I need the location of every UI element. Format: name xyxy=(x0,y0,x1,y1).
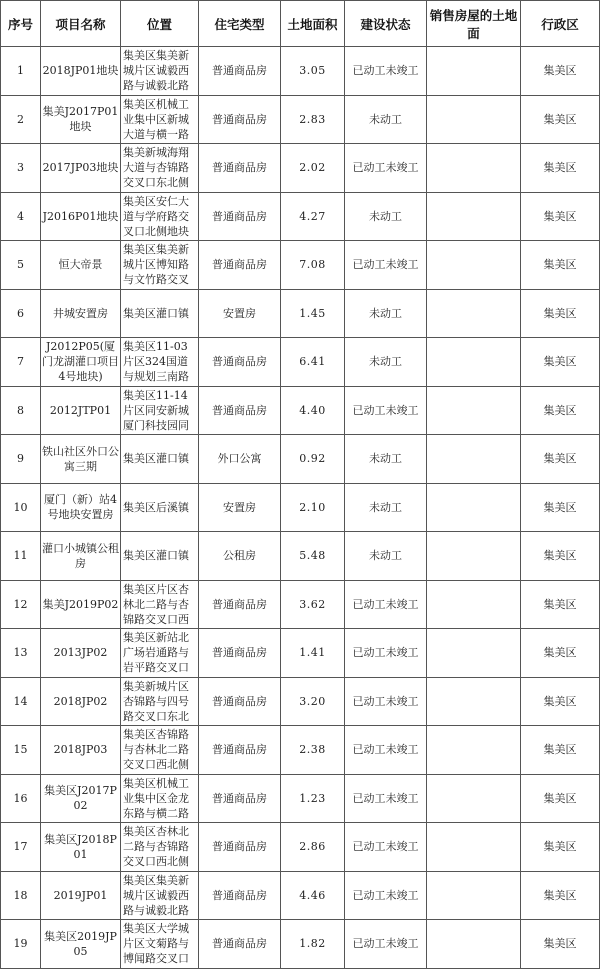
cell-no: 5 xyxy=(1,241,41,290)
cell-location: 集美区集美新城片区诚毅西路与诚毅北路 xyxy=(121,871,199,920)
header-location: 位置 xyxy=(121,1,199,47)
cell-housing-type: 普通商品房 xyxy=(199,629,281,678)
table-row xyxy=(1,774,600,823)
cell-project-name: 集美区J2018P01 xyxy=(41,823,121,872)
cell-location: 集美区灌口镇 xyxy=(121,532,199,581)
cell-project-name: 2013JP02 xyxy=(41,629,121,678)
cell-land-area: 2.83 xyxy=(281,95,345,144)
cell-project-name: 2019JP01 xyxy=(41,871,121,920)
cell-construction-status: 已动工未竣工 xyxy=(345,677,427,726)
cell-housing-type: 普通商品房 xyxy=(199,774,281,823)
cell-project-name: 铁山社区外口公寓三期 xyxy=(41,435,121,484)
cell-land-area: 3.20 xyxy=(281,677,345,726)
cell-construction-status: 已动工未竣工 xyxy=(345,241,427,290)
cell-project-name: 恒大帝景 xyxy=(41,241,121,290)
cell-construction-status: 已动工未竣工 xyxy=(345,580,427,629)
cell-district: 集美区 xyxy=(521,95,600,144)
table-row xyxy=(1,289,600,338)
cell-no: 15 xyxy=(1,726,41,775)
cell-sale-land-area xyxy=(427,435,521,484)
cell-land-area: 4.46 xyxy=(281,871,345,920)
cell-construction-status: 已动工未竣工 xyxy=(345,386,427,435)
cell-project-name: 集美区2019JP05 xyxy=(41,920,121,969)
cell-housing-type: 普通商品房 xyxy=(199,823,281,872)
cell-district: 集美区 xyxy=(521,677,600,726)
cell-no: 16 xyxy=(1,774,41,823)
table-row xyxy=(1,483,600,532)
cell-housing-type: 安置房 xyxy=(199,483,281,532)
cell-location: 集美区新站北广场岩通路与岩平路交叉口 xyxy=(121,629,199,678)
cell-construction-status: 已动工未竣工 xyxy=(345,871,427,920)
cell-construction-status: 已动工未竣工 xyxy=(345,726,427,775)
cell-project-name: 集美区J2017P02 xyxy=(41,774,121,823)
cell-district: 集美区 xyxy=(521,580,600,629)
cell-district: 集美区 xyxy=(521,386,600,435)
cell-sale-land-area xyxy=(427,386,521,435)
cell-project-name: 集美J2019P02 xyxy=(41,580,121,629)
cell-project-name: 2018JP02 xyxy=(41,677,121,726)
table-row xyxy=(1,144,600,193)
table-row xyxy=(1,338,600,387)
cell-location: 集美区机械工业集中区金龙东路与横二路 xyxy=(121,774,199,823)
header-no: 序号 xyxy=(1,1,41,47)
cell-land-area: 1.45 xyxy=(281,289,345,338)
cell-district: 集美区 xyxy=(521,144,600,193)
cell-land-area: 2.38 xyxy=(281,726,345,775)
cell-no: 3 xyxy=(1,144,41,193)
cell-project-name: J2012P05(厦门龙湖灌口项目4号地块) xyxy=(41,338,121,387)
cell-location: 集美新城海翔大道与杏锦路交叉口东北侧 xyxy=(121,144,199,193)
table-header xyxy=(1,1,600,47)
header-housing-type: 住宅类型 xyxy=(199,1,281,47)
cell-district: 集美区 xyxy=(521,871,600,920)
cell-no: 2 xyxy=(1,95,41,144)
cell-housing-type: 普通商品房 xyxy=(199,192,281,241)
table-row xyxy=(1,871,600,920)
cell-location: 集美区大学城片区文菊路与博闻路交叉口 xyxy=(121,920,199,969)
cell-construction-status: 已动工未竣工 xyxy=(345,144,427,193)
cell-housing-type: 普通商品房 xyxy=(199,95,281,144)
cell-project-name: 集美J2017P01地块 xyxy=(41,95,121,144)
cell-sale-land-area xyxy=(427,289,521,338)
cell-no: 6 xyxy=(1,289,41,338)
cell-sale-land-area xyxy=(427,192,521,241)
cell-construction-status: 已动工未竣工 xyxy=(345,920,427,969)
cell-sale-land-area xyxy=(427,629,521,678)
cell-project-name: 2018JP03 xyxy=(41,726,121,775)
cell-project-name: J2016P01地块 xyxy=(41,192,121,241)
cell-district: 集美区 xyxy=(521,920,600,969)
cell-district: 集美区 xyxy=(521,774,600,823)
cell-district: 集美区 xyxy=(521,192,600,241)
cell-sale-land-area xyxy=(427,920,521,969)
cell-sale-land-area xyxy=(427,774,521,823)
cell-land-area: 2.86 xyxy=(281,823,345,872)
cell-land-area: 1.41 xyxy=(281,629,345,678)
cell-no: 12 xyxy=(1,580,41,629)
cell-location: 集美区集美新城片区博知路与文竹路交叉 xyxy=(121,241,199,290)
cell-housing-type: 普通商品房 xyxy=(199,871,281,920)
cell-location: 集美区片区杏林北二路与杏锦路交叉口西 xyxy=(121,580,199,629)
cell-land-area: 3.05 xyxy=(281,47,345,96)
cell-district: 集美区 xyxy=(521,47,600,96)
cell-project-name: 井城安置房 xyxy=(41,289,121,338)
header-land-area: 土地面积 xyxy=(281,1,345,47)
cell-sale-land-area xyxy=(427,823,521,872)
cell-land-area: 1.23 xyxy=(281,774,345,823)
cell-no: 8 xyxy=(1,386,41,435)
cell-land-area: 7.08 xyxy=(281,241,345,290)
cell-location: 集美区灌口镇 xyxy=(121,289,199,338)
cell-sale-land-area xyxy=(427,677,521,726)
cell-location: 集美区安仁大道与学府路交叉口北侧地块 xyxy=(121,192,199,241)
table-row xyxy=(1,823,600,872)
cell-no: 4 xyxy=(1,192,41,241)
cell-no: 1 xyxy=(1,47,41,96)
cell-construction-status: 未动工 xyxy=(345,192,427,241)
cell-construction-status: 未动工 xyxy=(345,532,427,581)
cell-construction-status: 未动工 xyxy=(345,95,427,144)
cell-housing-type: 普通商品房 xyxy=(199,144,281,193)
cell-construction-status: 未动工 xyxy=(345,338,427,387)
cell-location: 集美新城片区杏锦路与四号路交叉口东北 xyxy=(121,677,199,726)
table-row xyxy=(1,532,600,581)
header-construction-status: 建设状态 xyxy=(345,1,427,47)
cell-no: 13 xyxy=(1,629,41,678)
table-row xyxy=(1,677,600,726)
cell-project-name: 灌口小城镇公租房 xyxy=(41,532,121,581)
cell-land-area: 4.27 xyxy=(281,192,345,241)
cell-sale-land-area xyxy=(427,47,521,96)
cell-land-area: 3.62 xyxy=(281,580,345,629)
cell-housing-type: 外口公寓 xyxy=(199,435,281,484)
header-row xyxy=(1,1,600,47)
cell-location: 集美区灌口镇 xyxy=(121,435,199,484)
table-row xyxy=(1,47,600,96)
cell-housing-type: 普通商品房 xyxy=(199,338,281,387)
cell-sale-land-area xyxy=(427,241,521,290)
cell-land-area: 2.10 xyxy=(281,483,345,532)
cell-sale-land-area xyxy=(427,532,521,581)
cell-housing-type: 普通商品房 xyxy=(199,580,281,629)
table-body xyxy=(1,47,600,969)
cell-district: 集美区 xyxy=(521,726,600,775)
cell-construction-status: 未动工 xyxy=(345,483,427,532)
cell-land-area: 5.48 xyxy=(281,532,345,581)
cell-project-name: 2017JP03地块 xyxy=(41,144,121,193)
cell-land-area: 1.82 xyxy=(281,920,345,969)
cell-construction-status: 未动工 xyxy=(345,435,427,484)
cell-construction-status: 已动工未竣工 xyxy=(345,629,427,678)
cell-district: 集美区 xyxy=(521,532,600,581)
cell-district: 集美区 xyxy=(521,629,600,678)
cell-housing-type: 公租房 xyxy=(199,532,281,581)
cell-project-name: 2018JP01地块 xyxy=(41,47,121,96)
table-row xyxy=(1,580,600,629)
cell-sale-land-area xyxy=(427,144,521,193)
cell-location: 集美区后溪镇 xyxy=(121,483,199,532)
table-row xyxy=(1,95,600,144)
cell-sale-land-area xyxy=(427,580,521,629)
cell-no: 14 xyxy=(1,677,41,726)
cell-construction-status: 已动工未竣工 xyxy=(345,774,427,823)
cell-no: 11 xyxy=(1,532,41,581)
cell-land-area: 4.40 xyxy=(281,386,345,435)
cell-sale-land-area xyxy=(427,95,521,144)
cell-district: 集美区 xyxy=(521,435,600,484)
cell-no: 18 xyxy=(1,871,41,920)
cell-location: 集美区集美新城片区诚毅西路与诚毅北路 xyxy=(121,47,199,96)
cell-housing-type: 安置房 xyxy=(199,289,281,338)
header-district: 行政区 xyxy=(521,1,600,47)
cell-district: 集美区 xyxy=(521,241,600,290)
cell-no: 17 xyxy=(1,823,41,872)
table-row xyxy=(1,920,600,969)
cell-housing-type: 普通商品房 xyxy=(199,241,281,290)
cell-housing-type: 普通商品房 xyxy=(199,677,281,726)
cell-district: 集美区 xyxy=(521,289,600,338)
cell-land-area: 6.41 xyxy=(281,338,345,387)
table-row xyxy=(1,241,600,290)
table-row xyxy=(1,435,600,484)
cell-no: 10 xyxy=(1,483,41,532)
cell-construction-status: 已动工未竣工 xyxy=(345,823,427,872)
cell-land-area: 0.92 xyxy=(281,435,345,484)
cell-district: 集美区 xyxy=(521,338,600,387)
cell-district: 集美区 xyxy=(521,823,600,872)
table-row xyxy=(1,726,600,775)
table-row xyxy=(1,629,600,678)
header-sale-land-area: 销售房屋的土地面 xyxy=(427,1,521,47)
cell-location: 集美区杏林北二路与杏锦路交叉口西北侧 xyxy=(121,823,199,872)
cell-no: 7 xyxy=(1,338,41,387)
cell-housing-type: 普通商品房 xyxy=(199,920,281,969)
cell-construction-status: 未动工 xyxy=(345,289,427,338)
table-row xyxy=(1,192,600,241)
table-row xyxy=(1,386,600,435)
cell-project-name: 2012JTP01 xyxy=(41,386,121,435)
cell-housing-type: 普通商品房 xyxy=(199,726,281,775)
cell-housing-type: 普通商品房 xyxy=(199,47,281,96)
cell-housing-type: 普通商品房 xyxy=(199,386,281,435)
cell-sale-land-area xyxy=(427,338,521,387)
cell-sale-land-area xyxy=(427,726,521,775)
cell-location: 集美区11-03片区324国道与规划三南路 xyxy=(121,338,199,387)
cell-land-area: 2.02 xyxy=(281,144,345,193)
cell-location: 集美区11-14片区同安新城厦门科技园同 xyxy=(121,386,199,435)
cell-location: 集美区机械工业集中区新城大道与横一路 xyxy=(121,95,199,144)
cell-construction-status: 已动工未竣工 xyxy=(345,47,427,96)
cell-no: 19 xyxy=(1,920,41,969)
header-project-name: 项目名称 xyxy=(41,1,121,47)
cell-district: 集美区 xyxy=(521,483,600,532)
cell-project-name: 厦门（新）站4号地块安置房 xyxy=(41,483,121,532)
cell-no: 9 xyxy=(1,435,41,484)
cell-location: 集美区杏锦路与杏林北二路交叉口西北侧 xyxy=(121,726,199,775)
cell-sale-land-area xyxy=(427,871,521,920)
cell-sale-land-area xyxy=(427,483,521,532)
